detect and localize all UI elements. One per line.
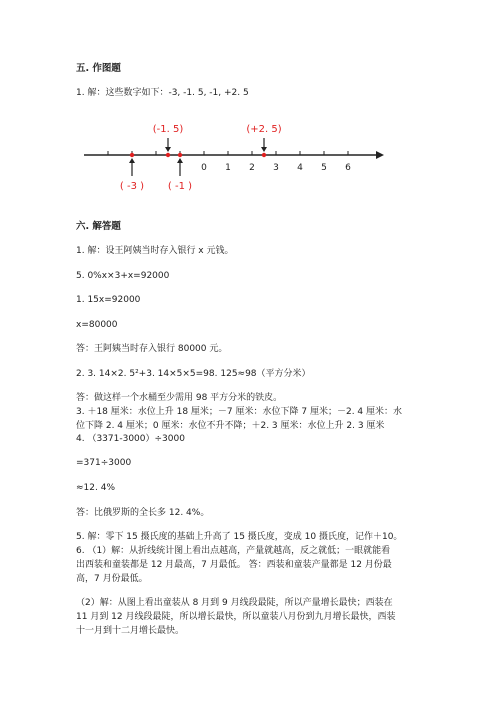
section5-answer-1: 1. 解：这些数字如下：-3, -1. 5, -1, +2. 5 xyxy=(76,88,249,98)
answer-line: 11 月到 12 月线段最陡，所以增长最快，所以童装八月份到九月增长最快，西装 xyxy=(76,612,396,622)
arrow-neg3-head xyxy=(129,158,135,163)
arrow-neg1-head xyxy=(177,158,183,163)
label-pos25: (+2. 5) xyxy=(246,124,282,135)
answer-line: 答：比俄罗斯的全长多 12. 4%。 xyxy=(76,508,210,518)
answer-line: 答：做这样一个水桶至少需用 98 平方分米的铁皮。 xyxy=(76,393,283,403)
answer-line: 4. （3371-3000）÷3000 xyxy=(76,434,185,444)
tick-label-5: 5 xyxy=(321,163,327,173)
answer-line: （2）解：从图上看出童装从 8 月到 9 月线段最陡，所以产量增长最快；西装在 xyxy=(76,598,393,608)
answer-line: ≈12. 4% xyxy=(76,483,115,493)
label-neg1: ( -1 ) xyxy=(167,181,193,192)
answer-line: 位下降 2. 4 厘米；0 厘米：水位不升不降；＋2. 3 厘米：水位上升 2. 3 厘米 xyxy=(76,421,385,431)
answer-line: 6. （1）解：从折线统计图上看出点越高，产量就越高，反之就低；一眼就能看 xyxy=(76,546,391,556)
tick-label-6: 6 xyxy=(345,163,351,173)
answer-line: x=80000 xyxy=(76,320,118,330)
number-line-arrowhead xyxy=(376,151,384,159)
tick-label-3: 3 xyxy=(273,163,279,173)
answer-line: 高，7 月份最低。 xyxy=(76,574,148,584)
tick-label-0: 0 xyxy=(201,163,207,173)
answer-line: 答：王阿姨当时存入银行 80000 元。 xyxy=(76,344,228,354)
tick-label-4: 4 xyxy=(297,163,303,173)
answer-line: 出西装和童装都是 12 月最高，7 月最低。 答：西装和童装产量都是 12 月份最 xyxy=(76,560,392,570)
answer-line: 5. 0%x×3+x=92000 xyxy=(76,271,170,281)
point-neg1 xyxy=(178,153,182,157)
answer-line: 十一月到十二月增长最快。 xyxy=(76,626,185,636)
point-neg3 xyxy=(130,153,134,157)
point-pos25 xyxy=(262,153,266,157)
answer-line: 3. ＋18 厘米：水位上升 18 厘米；－7 厘米：水位下降 7 厘米；－2. 4 厘米：水 xyxy=(76,407,403,417)
number-line-figure xyxy=(84,118,394,198)
label-neg3: ( -3 ) xyxy=(119,181,145,192)
answer-line: 2. 3. 14×2. 5²+3. 14×5×5=98. 125≈98（平方分米） xyxy=(76,369,311,379)
answer-line: 5. 解：零下 15 摄氏度的基础上升高了 15 摄氏度，变成 10 摄氏度，记作＋10。 xyxy=(76,532,403,542)
answer-line: =371÷3000 xyxy=(76,458,132,468)
tick-label-1: 1 xyxy=(225,163,231,173)
arrow-neg15-head xyxy=(165,147,171,152)
point-neg15 xyxy=(166,153,170,157)
label-neg15: (-1. 5) xyxy=(152,124,184,135)
answer-line: 1. 解：设王阿姨当时存入银行 x 元钱。 xyxy=(76,246,234,256)
tick-label-2: 2 xyxy=(249,163,255,173)
answer-line: 1. 15x=92000 xyxy=(76,295,141,305)
section5-heading: 五. 作图题 xyxy=(76,63,121,74)
arrow-pos25-head xyxy=(261,147,267,152)
section6-heading: 六. 解答题 xyxy=(76,221,121,232)
